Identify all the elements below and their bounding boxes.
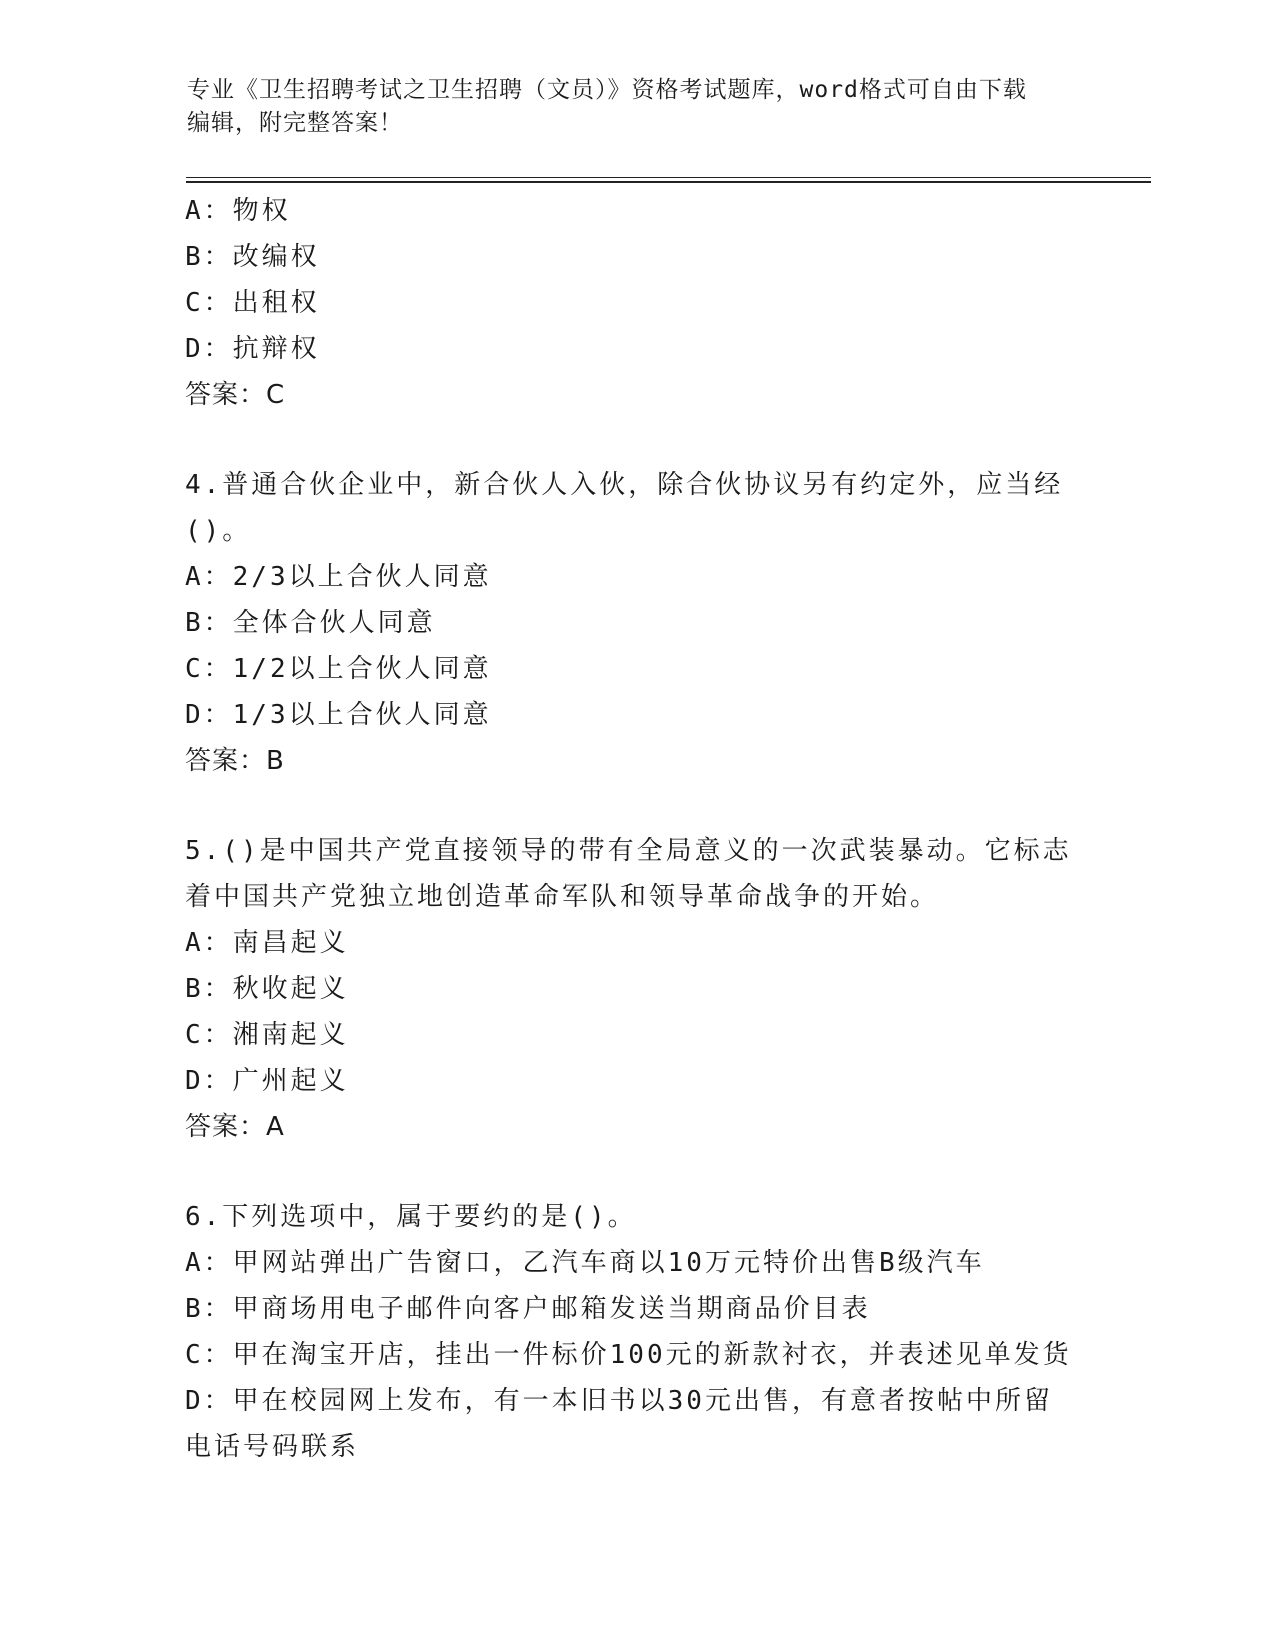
option-c: C：湘南起义 (185, 1020, 349, 1050)
option-a: A：南昌起义 (185, 928, 349, 958)
option-d: D：抗辩权 (185, 334, 320, 364)
option-b: B：改编权 (185, 242, 320, 272)
option-c: C：出租权 (185, 288, 320, 318)
question-stem-line-1: 6.下列选项中，属于要约的是()。 (185, 1202, 637, 1232)
option-d: D：1/3以上合伙人同意 (185, 700, 492, 730)
option-a: A：2/3以上合伙人同意 (185, 562, 492, 592)
answer: 答案：A (185, 1112, 285, 1142)
option-b: B：全体合伙人同意 (185, 608, 436, 638)
question-4 (185, 462, 1085, 784)
question-stem-line-1: 4.普通合伙企业中，新合伙人入伙，除合伙协议另有约定外，应当经 (185, 470, 1064, 500)
question-6 (185, 1194, 1085, 1470)
question-3 (185, 188, 1085, 418)
question-5 (185, 828, 1085, 1150)
option-a: A：甲网站弹出广告窗口，乙汽车商以10万元特价出售B级汽车 (185, 1248, 985, 1278)
header-line-1: 专业《卫生招聘考试之卫生招聘（文员）》资格考试题库，word格式可自由下载 (187, 77, 1027, 103)
option-a: A：物权 (185, 196, 291, 226)
question-stem-line-2: 着中国共产党独立地创造革命军队和领导革命战争的开始。 (185, 882, 940, 912)
question-stem-line-2: ()。 (185, 516, 252, 546)
question-stem-line-1: 5.()是中国共产党直接领导的带有全局意义的一次武装暴动。它标志 (185, 836, 1072, 866)
answer: 答案：B (185, 746, 285, 776)
question-spacer (185, 418, 1085, 462)
option-c: C：甲在淘宝开店，挂出一件标价100元的新款衬衣，并表述见单发货 (185, 1340, 1072, 1370)
document-header (187, 74, 1067, 140)
option-c: C：1/2以上合伙人同意 (185, 654, 492, 684)
answer: 答案：C (185, 380, 286, 410)
header-rule-thin (186, 177, 1151, 178)
question-spacer (185, 784, 1085, 828)
option-b: B：秋收起义 (185, 974, 349, 1004)
question-list (185, 188, 1085, 1470)
header-rule-thick (186, 181, 1151, 183)
option-d-continuation: 电话号码联系 (185, 1432, 360, 1462)
header-line-2: 编辑，附完整答案！ (187, 110, 403, 136)
option-b: B：甲商场用电子邮件向客户邮箱发送当期商品价目表 (185, 1294, 871, 1324)
option-d: D：广州起义 (185, 1066, 349, 1096)
question-spacer (185, 1150, 1085, 1194)
option-d: D：甲在校园网上发布，有一本旧书以30元出售，有意者按帖中所留 (185, 1386, 1053, 1416)
